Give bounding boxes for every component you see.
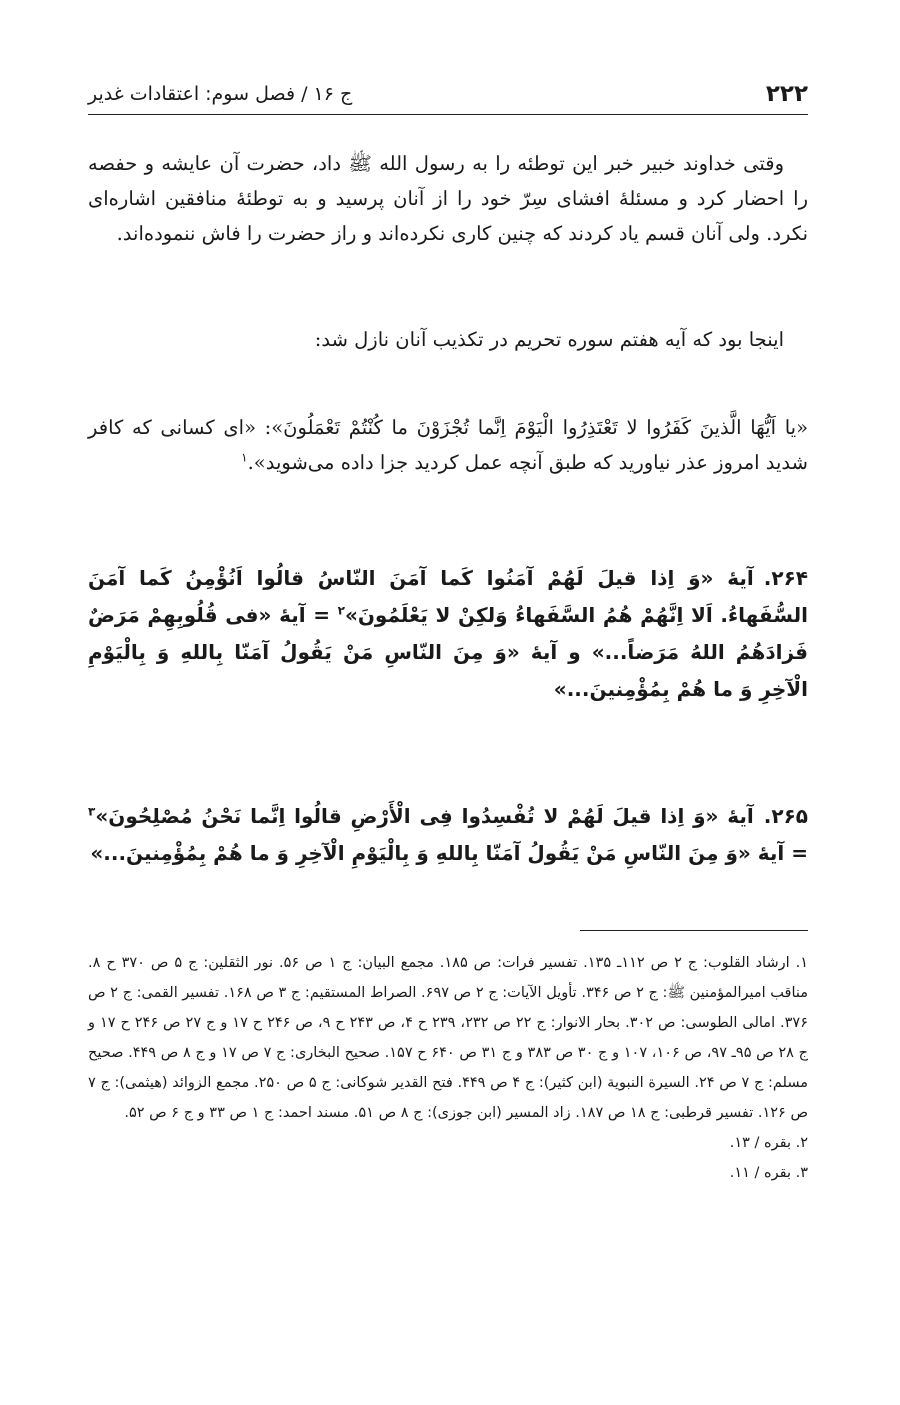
heading-text-rest: = آیۀ «فی قُلُوبِهِمْ مَرَضٌ فَزادَهُمُ اللهُ مَرَضاً...» و آیۀ «وَ مِنَ النّاسِ مَنْ یَقُولُ آمَنّا بِاللهِ وَ بِالْیَوْمِ الْآخِرِ وَ ما هُمْ بِمُؤْمِنینَ...»	[88, 603, 808, 701]
page-number: ۲۲۲	[765, 81, 808, 107]
footnote-divider	[580, 930, 808, 931]
section-heading-265	[88, 798, 808, 872]
footnote-ref-1[interactable]: ۱	[241, 450, 248, 465]
page-header	[88, 74, 808, 115]
heading-text: آیۀ «وَ اِذا قیلَ لَهُمْ آمَنُوا کَما آمَنَ النّاسُ قالُوا اَنُؤْمِنُ کَما آمَنَ السُّفَهاءُ. اَلا اِنَّهُمْ هُمُ السَّفَهاءُ وَلکِنْ لا یَعْلَمُونَ»	[88, 566, 808, 627]
verse-quote: «یا اَیُّهَا الَّذینَ کَفَرُوا لا تَعْتَذِرُوا الْیَوْمَ اِنَّما تُجْزَوْنَ ما کُنْتُمْ تَعْمَلُونَ»: «ای کسانی که کافر شدید امروز عذر نیاورید که طبق آنچه عمل کردید جزا داده می‌شوید».	[88, 416, 808, 474]
paragraph-3	[88, 410, 808, 480]
footnote-3: ۳. بقره / ۱۱.	[729, 1165, 808, 1181]
paragraph-2: اینجا بود که آیه هفتم سوره تحریم در تکذیب آنان نازل شد:	[314, 328, 784, 351]
running-title: ج ۱۶ / فصل سوم: اعتقادات غدیر	[88, 83, 353, 105]
heading-number: ۲۶۴.	[763, 566, 808, 590]
paragraph-1: وقتی خداوند خبیر خبر این توطئه را به رسول الله ﷺ داد، حضرت آن عایشه و حفصه را احضار کرد و مسئلۀ افشای سِرّ خود را از آنان پرسید و به توطئۀ منافقین اشاره‌ای نکرد. ولی آنان قسم یاد کردند که چنین کاری نکرده‌اند و راز حضرت را فاش ننموده‌اند.	[88, 152, 808, 245]
heading-text-rest: = آیۀ «وَ مِنَ النّاسِ مَنْ یَقُولُ آمَنّا بِاللهِ وَ بِالْیَوْمِ الْآخِرِ وَ ما هُمْ بِمُؤْمِنینَ...»	[90, 841, 808, 865]
footnotes	[88, 948, 808, 1188]
footnote-2: ۲. بقره / ۱۳.	[729, 1135, 808, 1151]
section-heading-264	[88, 560, 808, 708]
footnote-1: ۱. ارشاد القلوب: ج ۲ ص ۱۱۲ـ ۱۳۵. تفسیر فرات: ص ۱۸۵. مجمع البیان: ج ۱ ص ۵۶. نور الثقلین: ج ۵ ص ۳۷۰ ح ۸. مناقب امیرالمؤمنین ﷺ: ج ۲ ص ۳۴۶. تأویل الآیات: ج ۲ ص ۶۹۷. الصراط المستقیم: ج ۳ ص ۱۶۸. تفسیر القمی: ج ۲ ص ۳۷۶. امالی الطوسی: ص ۳۰۲. بحار الانوار: ج ۲۲ ص ۲۳۲، ۲۳۹ ح ۴، ص ۲۴۳ ح ۹، ص ۲۴۶ ح ۱۷ و ج ۲۷ ص ۲۴۶ ح ۱۷ و ج ۲۸ ص ۹۵ـ ۹۷، ص ۱۰۶، ۱۰۷ و ج ۳۰ ص ۳۸۳ و ج ۳۱ ص ۶۴۰ ح ۱۵۷. صحیح البخاری: ج ۷ ص ۱۷ و ج ۸ ص ۴۴۹. صحیح مسلم: ج ۷ ص ۲۴. السیرة النبویة (ابن کثیر): ج ۴ ص ۴۴۹. فتح القدیر شوکانی: ج ۵ ص ۲۵۰. مجمع الزوائد (هیثمی): ج ۷ ص ۱۲۶. تفسیر قرطبی: ج ۱۸ ص ۱۸۷. زاد المسیر (ابن جوزی): ج ۸ ص ۵۱. مسند احمد: ج ۱ ص ۳۳ و ج ۶ ص ۵۲.	[88, 955, 809, 1121]
footnote-ref-2[interactable]: ۲	[337, 603, 345, 618]
book-page	[88, 0, 808, 1405]
footnote-ref-3[interactable]: ۳	[88, 804, 96, 819]
heading-text: آیۀ «وَ اِذا قیلَ لَهُمْ لا تُفْسِدُوا فِی الْأَرْضِ قالُوا اِنَّما نَحْنُ مُصْلِحُونَ»	[95, 804, 754, 828]
heading-number: ۲۶۵.	[763, 804, 808, 828]
